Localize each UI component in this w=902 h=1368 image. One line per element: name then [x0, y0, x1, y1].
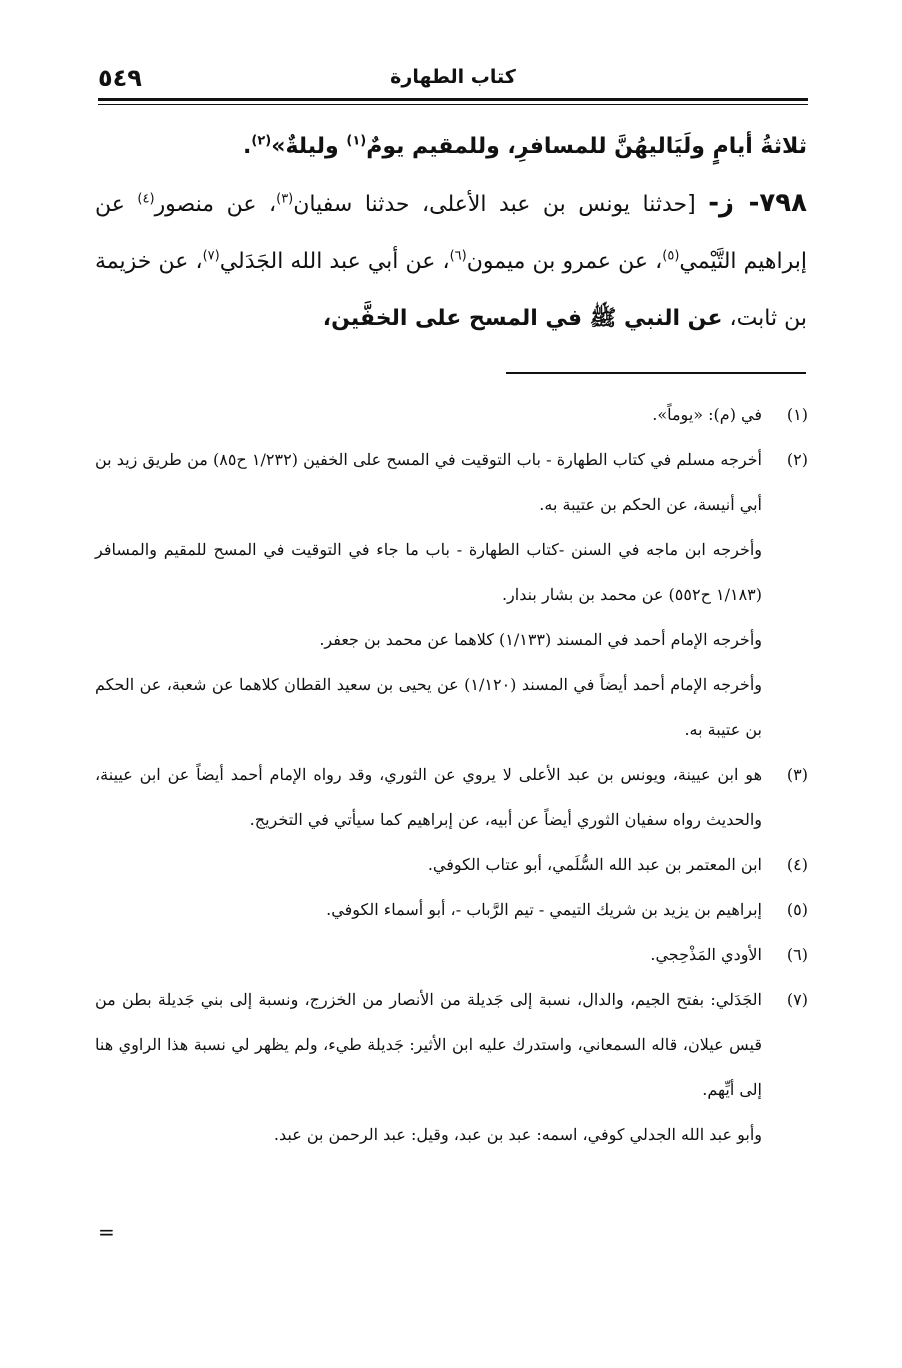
header-rule-thin — [98, 104, 808, 105]
footnote-7 — [95, 977, 808, 1112]
footnote-ref-5[interactable]: (٥) — [662, 248, 680, 264]
footnote-2-paragraph: وأخرجه الإمام أحمد في المسند (١/١٣٣) كلاهما عن محمد بن جعفر. — [319, 630, 762, 649]
footnote-6 — [95, 932, 808, 977]
header-rule-thick — [98, 98, 808, 101]
footnote-text: هو ابن عيينة، ويونس بن عبد الأعلى لا يروي عن الثوري، وقد رواه الإمام أحمد أيضاً عن ابن عيينة، والحديث رواه سفيان الثوري أيضاً عن أبيه، عن إبراهيم كما سيأتي في التخريج. — [95, 765, 763, 829]
isnad-text: ، عن عمرو بن ميمون — [466, 249, 663, 274]
footnote-number: (٤) — [786, 855, 808, 874]
footnote-5 — [95, 887, 808, 932]
isnad-text: ، عن أبي عبد الله الجَدَلي — [219, 249, 450, 274]
isnad-text: ، عن منصور — [154, 192, 277, 217]
matn-bold: عن النبي ﷺ في المسح على الخفَّين، — [322, 306, 723, 331]
footnote-text: أخرجه مسلم في كتاب الطهارة - باب التوقيت في المسح على الخفين (١/٢٣٢ ح٨٥) من طريق زيد بن أبي أنيسة، عن الحكم بن عتيبة به. — [95, 450, 762, 514]
isnad-text: [حدثنا يونس بن عبد الأعلى، حدثنا سفيان — [293, 192, 709, 217]
footnote-ref-1[interactable]: (١) — [346, 133, 367, 149]
footnote-ref-2[interactable]: (٢) — [251, 133, 272, 149]
footnote-separator — [506, 372, 806, 374]
footnote-text: الجَدَلي: بفتح الجيم، والدال، نسبة إلى جَديلة من الأنصار من الخزرج، ونسبة إلى بني جَديلة بطن من قيس عيلان، قاله السمعاني، واستدرك عليه ابن الأثير: جَديلة طيء، ولم يظهر لي نسبة هذا الراوي هنا إلى أيِّهم. — [95, 990, 762, 1099]
hadith-text: وليلةٌ» — [271, 134, 347, 159]
footnote-number: (١) — [786, 405, 808, 424]
running-title: كتاب الطهارة — [390, 66, 516, 88]
footnote-ref-4[interactable]: (٤) — [137, 191, 155, 207]
footnote-number: (٢) — [786, 450, 808, 469]
footnote-number: (٥) — [786, 900, 808, 919]
footnote-4 — [95, 842, 808, 887]
full-stop: . — [243, 134, 252, 159]
hadith-798 — [95, 175, 807, 347]
footnote-2-paragraph: وأخرجه الإمام أحمد أيضاً في المسند (١/١٢٠) عن يحيى بن سعيد القطان كلاهما عن شعبة، عن الحكم بن عتيبة به. — [95, 675, 762, 739]
footnote-ref-3[interactable]: (٣) — [276, 191, 294, 207]
page-header — [98, 62, 808, 98]
hadith-number: ٧٩٨- ز- — [708, 188, 808, 218]
footnote-ref-6[interactable]: (٦) — [449, 248, 467, 264]
footnote-text: ابن المعتمر بن عبد الله السُّلَمي، أبو عتاب الكوفي. — [427, 855, 762, 874]
page-number: ٥٤٩ — [98, 64, 142, 92]
footnote-text: الأودي المَذْحِجي. — [650, 945, 762, 964]
footnote-ref-7[interactable]: (٧) — [202, 248, 220, 264]
footnote-number: (٣) — [786, 765, 808, 784]
footnote-2-paragraph: وأخرجه ابن ماجه في السنن -كتاب الطهارة - باب ما جاء في التوقيت في المسح للمقيم والمسافر (١/١٨٣ ح٥٥٢) عن محمد بن بشار بندار. — [95, 540, 762, 604]
hadith-ending-line — [95, 118, 807, 175]
main-text — [95, 118, 807, 347]
footnote-1 — [95, 392, 808, 437]
footnote-text: إبراهيم بن يزيد بن شريك التيمي - تيم الرَّباب -، أبو أسماء الكوفي. — [326, 900, 762, 919]
footnote-text: في (م): «يوماً». — [652, 405, 762, 424]
footnote-number: (٦) — [786, 945, 808, 964]
footnote-3 — [95, 752, 808, 842]
isnad-text: ، عن خزيمة بن ثابت، — [95, 249, 807, 331]
hadith-text: ثلاثةُ أيامٍ ولَيَاليهُنَّ للمسافرِ، وللمقيم يومٌ — [366, 134, 807, 159]
isnad-text: عن إبراهيم التَّيْمي — [95, 192, 808, 274]
footnotes — [95, 392, 808, 1157]
footnote-number: (٧) — [786, 990, 808, 1009]
continuation-mark: = — [98, 1220, 115, 1244]
footnote-2 — [95, 437, 808, 527]
footnote-7-paragraph: وأبو عبد الله الجدلي كوفي، اسمه: عبد بن عبد، وقيل: عبد الرحمن بن عبد. — [273, 1125, 762, 1144]
